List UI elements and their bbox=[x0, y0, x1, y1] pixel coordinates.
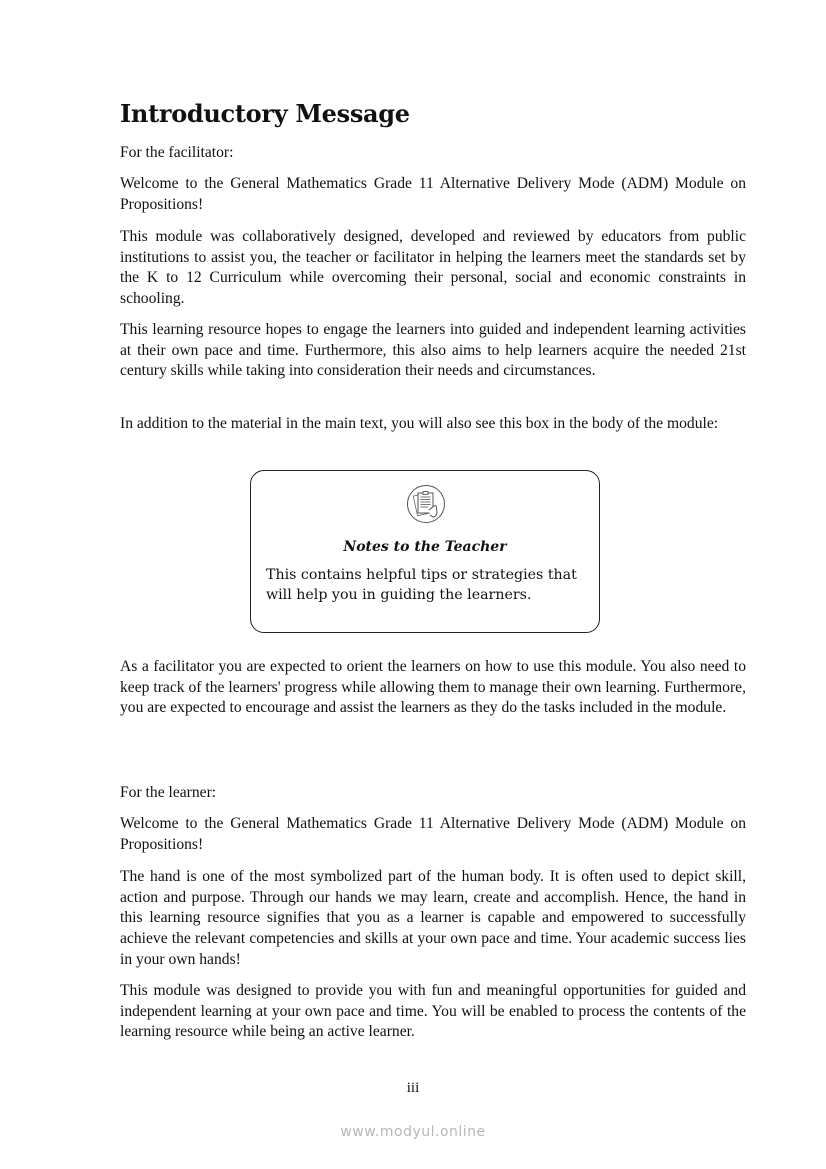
learner-heading: For the learner: bbox=[120, 784, 217, 801]
facilitator-welcome: Welcome to the General Mathematics Grade 11 Alternative Delivery Mode (ADM) Module on Propositions! bbox=[120, 175, 746, 213]
learner-paragraph-1: The hand is one of the most symbolized part of the human body. It is often used to depict skill, action and purpose. Through our hands we may learn, create and accomplish. Hence, the hand in this learning resource signifies that you as a learner is capable and empowered to successfully achieve the relevant competencies and skills at your own pace and time. Your academic success lies in your own hands! bbox=[120, 868, 746, 968]
learner-welcome: Welcome to the General Mathematics Grade 11 Alternative Delivery Mode (ADM) Module on Propositions! bbox=[120, 815, 746, 853]
notes-to-teacher-box bbox=[250, 470, 600, 633]
facilitator-paragraph-2: This learning resource hopes to engage the learners into guided and independent learning activities at their own pace and time. Furthermore, this also aims to help learners acquire the needed 21st century skills while taking into consideration their needs and circumstances. bbox=[120, 321, 746, 380]
notes-box-title: Notes to the Teacher bbox=[343, 539, 507, 555]
notes-box-text: This contains helpful tips or strategies that will help you in guiding the learners. bbox=[266, 567, 577, 603]
watermark: www.modyul.online bbox=[340, 1124, 486, 1140]
facilitator-paragraph-1: This module was collaboratively designed, developed and reviewed by educators from public institutions to assist you, the teacher or facilitator in helping the learners meet the standards set by the K to 12 Curriculum while overcoming their personal, social and economic constraints in schooling. bbox=[120, 228, 746, 308]
facilitator-paragraph-3: In addition to the material in the main text, you will also see this box in the body of the module: bbox=[120, 415, 719, 432]
facilitator-heading: For the facilitator: bbox=[120, 144, 234, 161]
page-title: Introductory Message bbox=[120, 99, 410, 128]
facilitator-paragraph-4: As a facilitator you are expected to orient the learners on how to use this module. You also need to keep track of the learners' progress while allowing them to manage their own learning. Furthermore, you are expected to encourage and assist the learners as they do the tasks included in the module. bbox=[120, 658, 746, 717]
learner-paragraph-2: This module was designed to provide you with fun and meaningful opportunities for guided and independent learning at your own pace and time. You will be enabled to process the contents of the learning resource while being an active learner. bbox=[120, 982, 746, 1041]
page-number: iii bbox=[406, 1080, 420, 1096]
notes-clipboard-hand-icon bbox=[406, 484, 446, 524]
